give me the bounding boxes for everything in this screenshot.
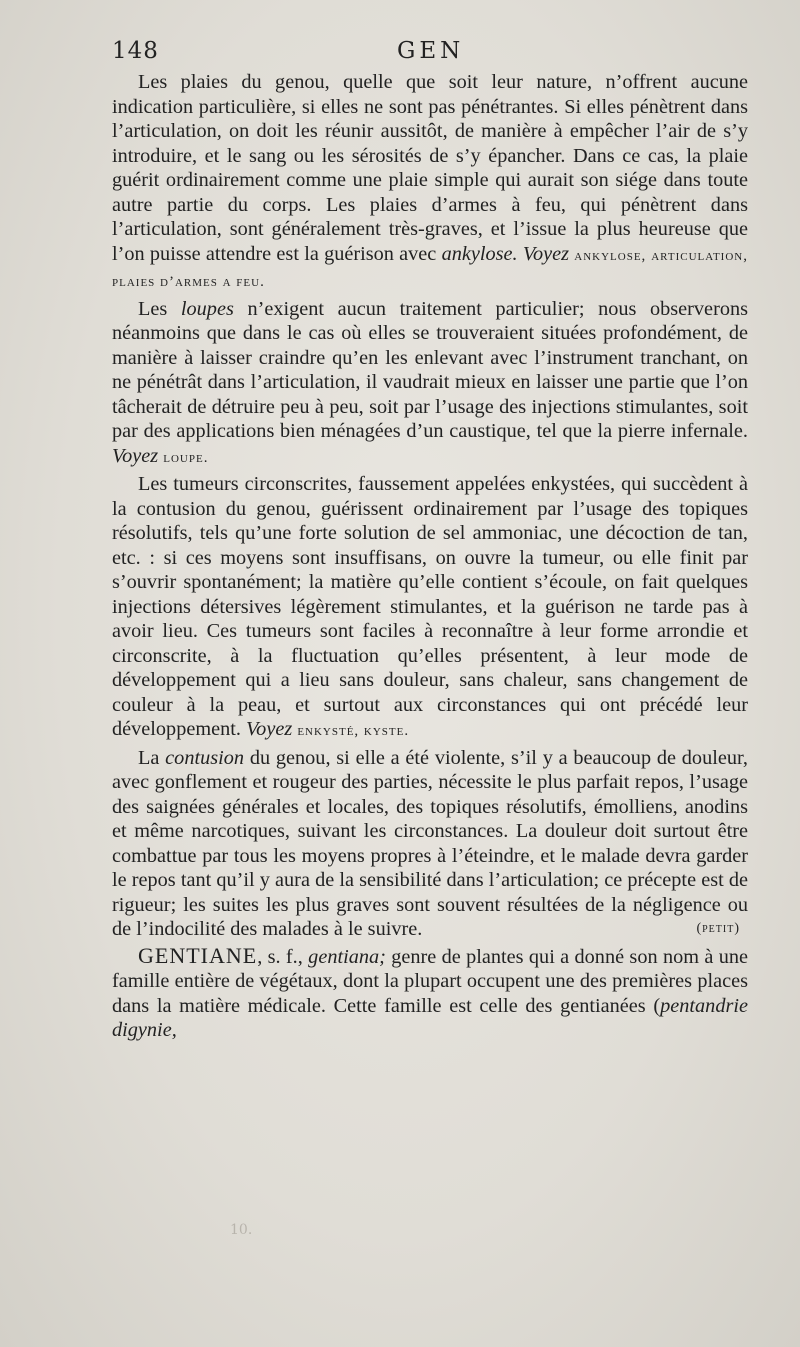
text: , s. f., [257, 945, 309, 968]
entry-gentiane [112, 944, 748, 1043]
text: n’exigent aucun traitement particulier; nous observerons néanmoins que dans le cas où elles se trouveraient situées profondément, de manière à laisser craindre qu’en les enlevant avec l’instrument tranchant, on ne pénétrât dans l’articulation, il vaudrait mieux en laisser une partie que l’on tâcherait de détruire peu à peu, soit par l’usage des injections stimulantes, soit par des applications bien ménagées d’un caustique, tel que la pierre infernale. [112, 297, 748, 442]
text: La [138, 746, 166, 769]
body-text [112, 70, 748, 1043]
text: du genou, si elle a été violente, s’il y a beaucoup de douleur, avec gonflement et rougeur des parties, nécessite le plus parfait repos, l’usage des saignées générales et locales, des topiques résolutifs, émolliens, anodins et même narcotiques, suivant les circonstances. La douleur doit surtout être combattue par tous les moyens propres à l’éteindre, et le malade devra garder le repos tant qu’il y aura de la sensibilité dans l’articulation; ce précepte est de rigueur; les suites les plus graves sont souvent résultées de la négligence ou de l’indocilité des malades à le suivre. [112, 746, 748, 940]
paragraph-contusion [112, 746, 748, 942]
text: Les plaies du genou, quelle que soit leur nature, n’offrent aucune indication particulière, si elles ne sont pas pénétrantes. Si elles pénètrent dans l’articulation, on doit les réunir aussitôt, de manière à empêcher l’air de s’y introduire, et le sang ou les sérosités de s’y épancher. Dans ce cas, la plaie guérit ordinairement comme une plaie simple qui aurait son siége dans toute autre partie du corps. Les plaies d’armes à feu, qui pénètrent dans l’articulation, sont généralement très-graves, et l’issue la plus heureuse que l’on puisse attendre est la guérison avec [112, 71, 748, 265]
cross-reference: enkysté, kyste. [297, 723, 410, 739]
italic-term: pentandrie digynie, [112, 994, 748, 1041]
paragraph-plaies [112, 70, 748, 295]
paragraph-loupes [112, 297, 748, 471]
voyez-label: Voyez [246, 718, 293, 740]
faint-footer-mark: 10. [230, 1222, 253, 1238]
text: Les [138, 297, 181, 320]
page-header [112, 38, 742, 68]
headword: GENTIANE [138, 942, 258, 968]
italic-term: loupes [180, 297, 234, 320]
text: genre de plantes qui a donné son nom à une famille entière de végétaux, dont la plupart occupent une des premières places dans la matière médicale. Cette famille est celle des gentianées ( [112, 945, 748, 1017]
italic-term: contusion [165, 746, 245, 769]
voyez-label: Voyez [522, 242, 570, 265]
cross-reference: ankylose, articulation, plaies d’armes a feu. [112, 247, 748, 290]
author-signature: (petit) [696, 921, 740, 936]
running-head: GEN [397, 38, 465, 64]
page-number: 148 [112, 38, 159, 64]
text: Les tumeurs circonscrites, faussement appelées enkystées, qui succèdent à la contusion du genou, guérissent ordinairement par l’usage des topiques résolutifs, tels qu’une forte solution de sel ammoniac, une décoction de tan, etc. : si ces moyens sont insuffisans, on ouvre la tumeur, ou elle finit par s’ouvrir spontanément; la matière qu’elle contient s’écoule, on fait quelques injections détersives légèrement stimulantes, et la guérison ne tarde pas à avoir lieu. Ces tumeurs sont faciles à reconnaître à leur forme arrondie et circonscrite, à la fluctuation qu’elles présentent, à leur mode de développement qui a lieu sans douleur, sans chaleur, sans changement de couleur à la peau, et surtout aux circonstances qui ont précédé leur développement. [112, 473, 748, 740]
cross-reference: loupe. [163, 449, 209, 466]
italic-term: ankylose. [441, 242, 518, 265]
paragraph-tumeurs [112, 472, 748, 744]
italic-term: gentiana; [308, 945, 386, 968]
voyez-label: Voyez [112, 444, 159, 467]
